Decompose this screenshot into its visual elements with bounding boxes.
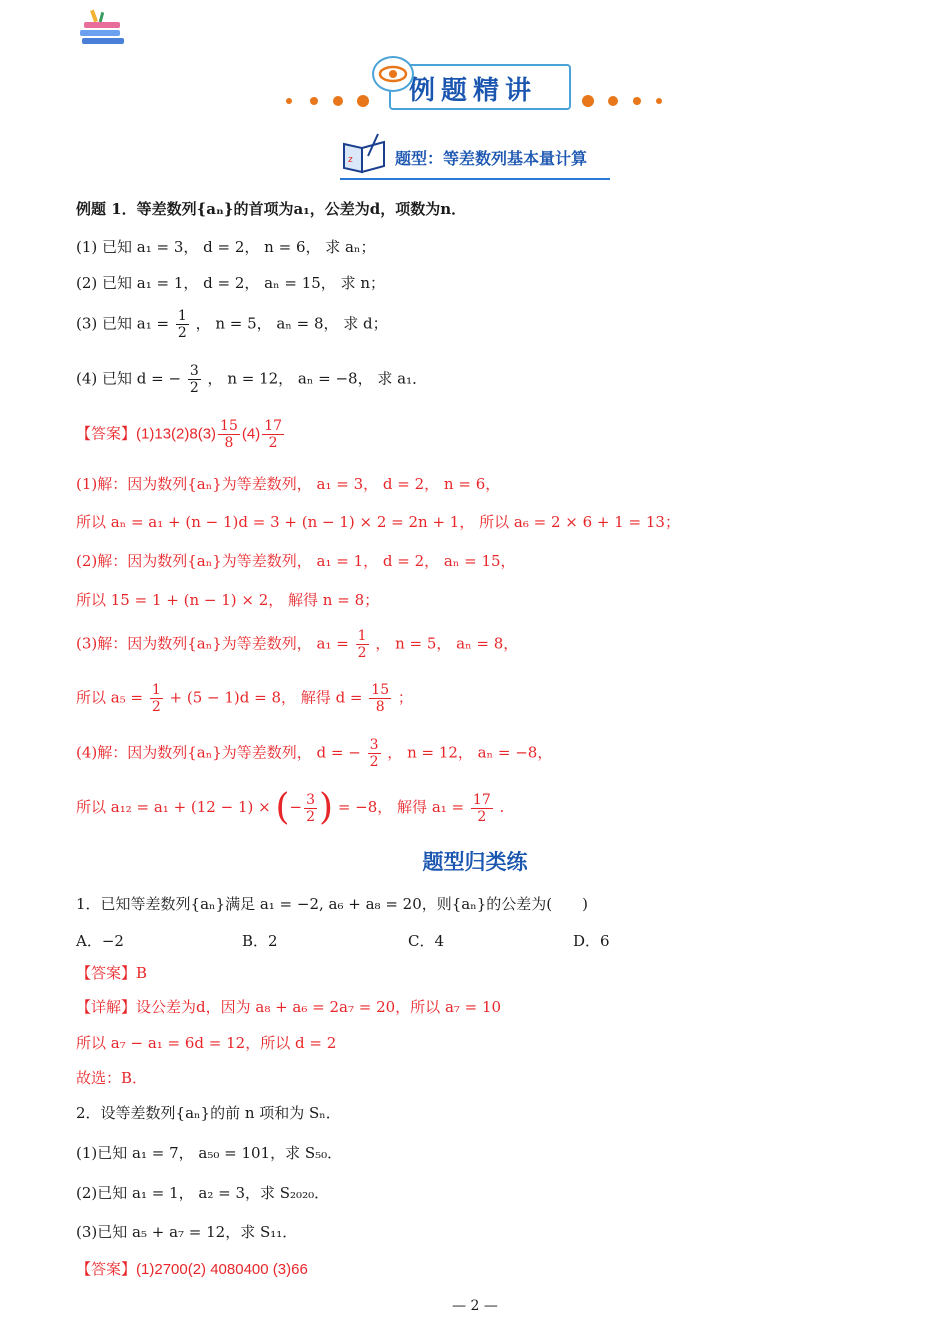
practice-section-title: 题型归类练 — [422, 850, 528, 874]
solution3-text: (3)解：因为数列{aₙ}为等差数列， a₁ = — [76, 634, 349, 653]
practice1-detail-a: 【详解】设公差为d，因为 a₈ + a₆ = 2a₇ = 20，所以 a₇ = 10 — [76, 998, 502, 1016]
solution1-line-b: 所以 aₙ = a₁ + (n − 1)d = 3 + (n − 1) × 2 = 2n + 1， 所以 a₆ = 2 × 6 + 1 = 13； — [76, 513, 680, 531]
subtitle-underline — [340, 178, 610, 180]
solution3b-middle: + (5 − 1)d = 8， 解得 d = — [169, 688, 363, 707]
q4-fraction: $\frac{3}{2}$ — [189, 363, 199, 396]
q3-fraction: $\frac{1}{2}$ — [177, 308, 187, 341]
solution3-fraction: $\frac{1}{2}$ — [357, 628, 367, 661]
solution3b-end: ； — [397, 688, 413, 707]
banner-dot — [582, 95, 594, 107]
answer-fraction-3: $\frac{15}{8}$ — [220, 418, 238, 451]
banner-title: 例题精讲 — [409, 76, 538, 106]
eye-icon — [372, 56, 414, 92]
practice1-answer: 【答案】B — [76, 964, 148, 982]
solution4-rest: ， n = 12， aₙ = −8， — [387, 743, 553, 762]
answer-label: 【答案】 — [76, 424, 137, 443]
solution4b-middle: = −8， 解得 a₁ = — [337, 798, 465, 816]
answer-label-4: (4) — [241, 425, 261, 443]
solution4b-end: . — [499, 798, 505, 816]
svg-text:z: z — [348, 155, 353, 165]
example1-q4 — [76, 363, 427, 396]
practice1-option-a: A．−2 — [76, 932, 124, 950]
solution3-line-a — [76, 628, 518, 661]
banner-dot — [310, 97, 318, 105]
banner-dot — [333, 96, 343, 106]
solution3-line-b — [76, 682, 413, 715]
practice2-answer-values: (1)2700(2) 4080400 (3)66 — [136, 1261, 308, 1278]
example1-q1: (1) 已知 a₁ = 3， d = 2， n = 6， 求 aₙ； — [76, 238, 376, 256]
practice1-detail-b: 所以 a₇ − a₁ = 6d = 12，所以 d = 2 — [76, 1034, 337, 1052]
practice1-question: 1．已知等差数列{aₙ}满足 a₁ = −2, a₆ + a₈ = 20，则{aₙ}的公差为( ) — [76, 895, 588, 913]
q4-rest: ， n = 12， aₙ = −8， 求 a₁． — [207, 369, 428, 388]
banner-dot — [608, 96, 618, 106]
solution3b-fraction: $\frac{1}{2}$ — [151, 682, 161, 715]
solution4b-fraction: $\frac{3}{2}$ — [306, 791, 316, 825]
banner-dot — [286, 98, 292, 104]
solution3b-text: 所以 a₅ = — [76, 688, 144, 707]
example1-answer — [76, 418, 286, 451]
solution3b-fraction-result: $\frac{15}{8}$ — [371, 682, 390, 715]
solution3-rest: ， n = 5， aₙ = 8， — [375, 634, 519, 653]
notebook-icon — [340, 132, 390, 176]
books-logo-icon — [78, 8, 128, 50]
practice2-q3: (3)已知 a₅ + a₇ = 12，求 S₁₁． — [76, 1223, 298, 1241]
practice2-q1: (1)已知 a₁ = 7， a₅₀ = 101，求 S₅₀． — [76, 1144, 343, 1162]
answer-fraction-4: $\frac{17}{2}$ — [264, 418, 283, 451]
solution4-fraction: $\frac{3}{2}$ — [369, 737, 379, 770]
solution2-line-b: 所以 15 = 1 + (n − 1) × 2， 解得 n = 8； — [76, 591, 380, 609]
practice2-question: 2．设等差数列{aₙ}的前 n 项和为 Sₙ． — [76, 1104, 341, 1122]
practice1-option-b: B．2 — [242, 932, 278, 950]
practice2-answer — [76, 1259, 308, 1280]
page-number: — 2 — — [452, 1298, 498, 1314]
solution4-line-a — [76, 737, 552, 770]
topic-subtitle: 题型：等差数列基本量计算 — [395, 149, 588, 168]
solution1-line-a: (1)解：因为数列{aₙ}为等差数列， a₁ = 3， d = 2， n = 6， — [76, 475, 501, 493]
q3-rest: ， n = 5， aₙ = 8， 求 d； — [195, 314, 388, 333]
example1-q2: (2) 已知 a₁ = 1， d = 2， aₙ = 15， 求 n； — [76, 274, 385, 292]
banner-dot — [656, 98, 662, 104]
banner-dot — [357, 95, 369, 107]
solution2-line-a: (2)解：因为数列{aₙ}为等差数列， a₁ = 1， d = 2， aₙ = 15， — [76, 552, 516, 570]
q3-text: (3) 已知 a₁ = — [76, 314, 170, 333]
answer-values: (1)13(2)8(3) — [136, 425, 217, 443]
q4-text: (4) 已知 d = − — [76, 369, 182, 388]
practice1-option-d: D．6 — [573, 932, 610, 950]
example1-q3 — [76, 308, 388, 341]
example1-intro: 例题 1．等差数列{aₙ}的首项为a₁，公差为d，项数为n． — [76, 200, 467, 218]
solution4-text: (4)解：因为数列{aₙ}为等差数列， d = − — [76, 743, 361, 762]
practice1-choice: 故选：B． — [76, 1069, 148, 1087]
practice1-option-c: C．4 — [408, 932, 445, 950]
practice2-answer-label: 【答案】 — [76, 1260, 137, 1278]
solution4-line-b: 所以 a₁₂ = a₁ + (12 − 1) × (− $\frac{3}{2}$ ) = −8， 解得 a₁ = $\frac{17}{2}$ . — [76, 787, 505, 828]
solution4b-fraction-result: $\frac{17}{2}$ — [472, 791, 491, 825]
solution4b-text: 所以 a₁₂ = a₁ + (12 − 1) × — [76, 798, 271, 816]
banner-dot — [633, 97, 641, 105]
practice2-q2: (2)已知 a₁ = 1， a₂ = 3，求 S₂₀₂₀． — [76, 1184, 330, 1202]
